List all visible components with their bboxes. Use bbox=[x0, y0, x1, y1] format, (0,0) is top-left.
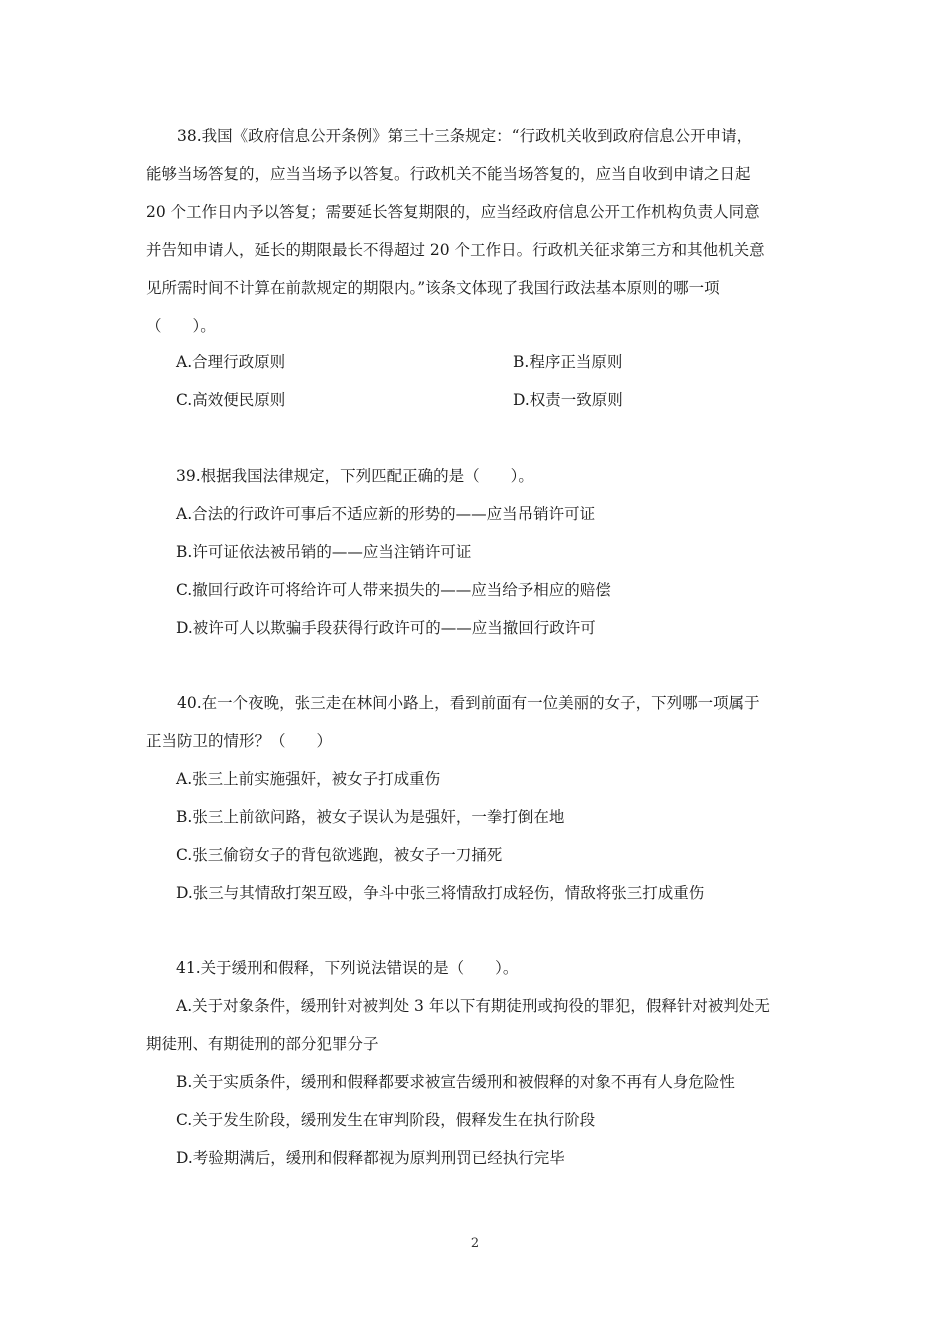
q38-option-d: D.权责一致原则 bbox=[513, 391, 623, 409]
q40-option-a: A.张三上前实施强奸，被女子打成重伤 bbox=[176, 770, 441, 788]
q41-option-b: B.关于实质条件，缓刑和假释都要求被宣告缓刑和被假释的对象不再有人身危险性 bbox=[176, 1073, 735, 1091]
q40-option-d: D.张三与其情敌打架互殴，争斗中张三将情敌打成轻伤，情敌将张三打成重伤 bbox=[176, 884, 705, 902]
q39-option-b: B.许可证依法被吊销的——应当注销许可证 bbox=[176, 543, 472, 561]
q39-stem-line-1: 39.根据我国法律规定，下列匹配正确的是（ ）。 bbox=[176, 467, 534, 485]
q39-option-a: A.合法的行政许可事后不适应新的形势的——应当吊销许可证 bbox=[176, 505, 596, 523]
q38-stem-line-5: 见所需时间不计算在前款规定的期限内。”该条文体现了我国行政法基本原则的哪一项 bbox=[146, 279, 720, 297]
q38-option-b: B.程序正当原则 bbox=[513, 353, 623, 371]
q38-option-a: A.合理行政原则 bbox=[176, 353, 286, 371]
q39-option-c: C.撤回行政许可将给许可人带来损失的——应当给予相应的赔偿 bbox=[176, 581, 611, 599]
q40-option-c: C.张三偷窃女子的背包欲逃跑，被女子一刀捅死 bbox=[176, 846, 503, 864]
q39-option-d: D.被许可人以欺骗手段获得行政许可的——应当撤回行政许可 bbox=[176, 619, 596, 637]
q40-stem-line-2: 正当防卫的情形？（ ） bbox=[146, 732, 333, 750]
q38-stem-line-4: 并告知申请人，延长的期限最长不得超过 20 个工作日。行政机关征求第三方和其他机关意 bbox=[146, 241, 765, 259]
q41-option-d: D.考验期满后，缓刑和假释都视为原判刑罚已经执行完毕 bbox=[176, 1149, 565, 1167]
q41-option-a-line-1: A.关于对象条件，缓刑针对被判处 3 年以下有期徒刑或拘役的罪犯，假释针对被判处无 bbox=[176, 997, 770, 1015]
q38-stem-line-3: 20 个工作日内予以答复；需要延长答复期限的，应当经政府信息公开工作机构负责人同意 bbox=[146, 203, 760, 221]
q38-stem-line-2: 能够当场答复的，应当当场予以答复。行政机关不能当场答复的，应当自收到申请之日起 bbox=[146, 165, 751, 183]
q41-stem-line-1: 41.关于缓刑和假释，下列说法错误的是（ ）。 bbox=[176, 959, 519, 977]
q40-stem-line-1: 40.在一个夜晚，张三走在林间小路上，看到前面有一位美丽的女子，下列哪一项属于 bbox=[146, 694, 760, 712]
q41-option-c: C.关于发生阶段，缓刑发生在审判阶段，假释发生在执行阶段 bbox=[176, 1111, 596, 1129]
q38-option-c: C.高效便民原则 bbox=[176, 391, 286, 409]
page-number: 2 bbox=[470, 1236, 480, 1251]
q40-option-b: B.张三上前欲问路，被女子误认为是强奸，一拳打倒在地 bbox=[176, 808, 565, 826]
q41-option-a-line-2: 期徒刑、有期徒刑的部分犯罪分子 bbox=[146, 1035, 379, 1053]
q38-stem-line-6: （ ）。 bbox=[146, 317, 216, 335]
q38-stem-line-1: 38.我国《政府信息公开条例》第三十三条规定：“行政机关收到政府信息公开申请， bbox=[146, 127, 753, 145]
